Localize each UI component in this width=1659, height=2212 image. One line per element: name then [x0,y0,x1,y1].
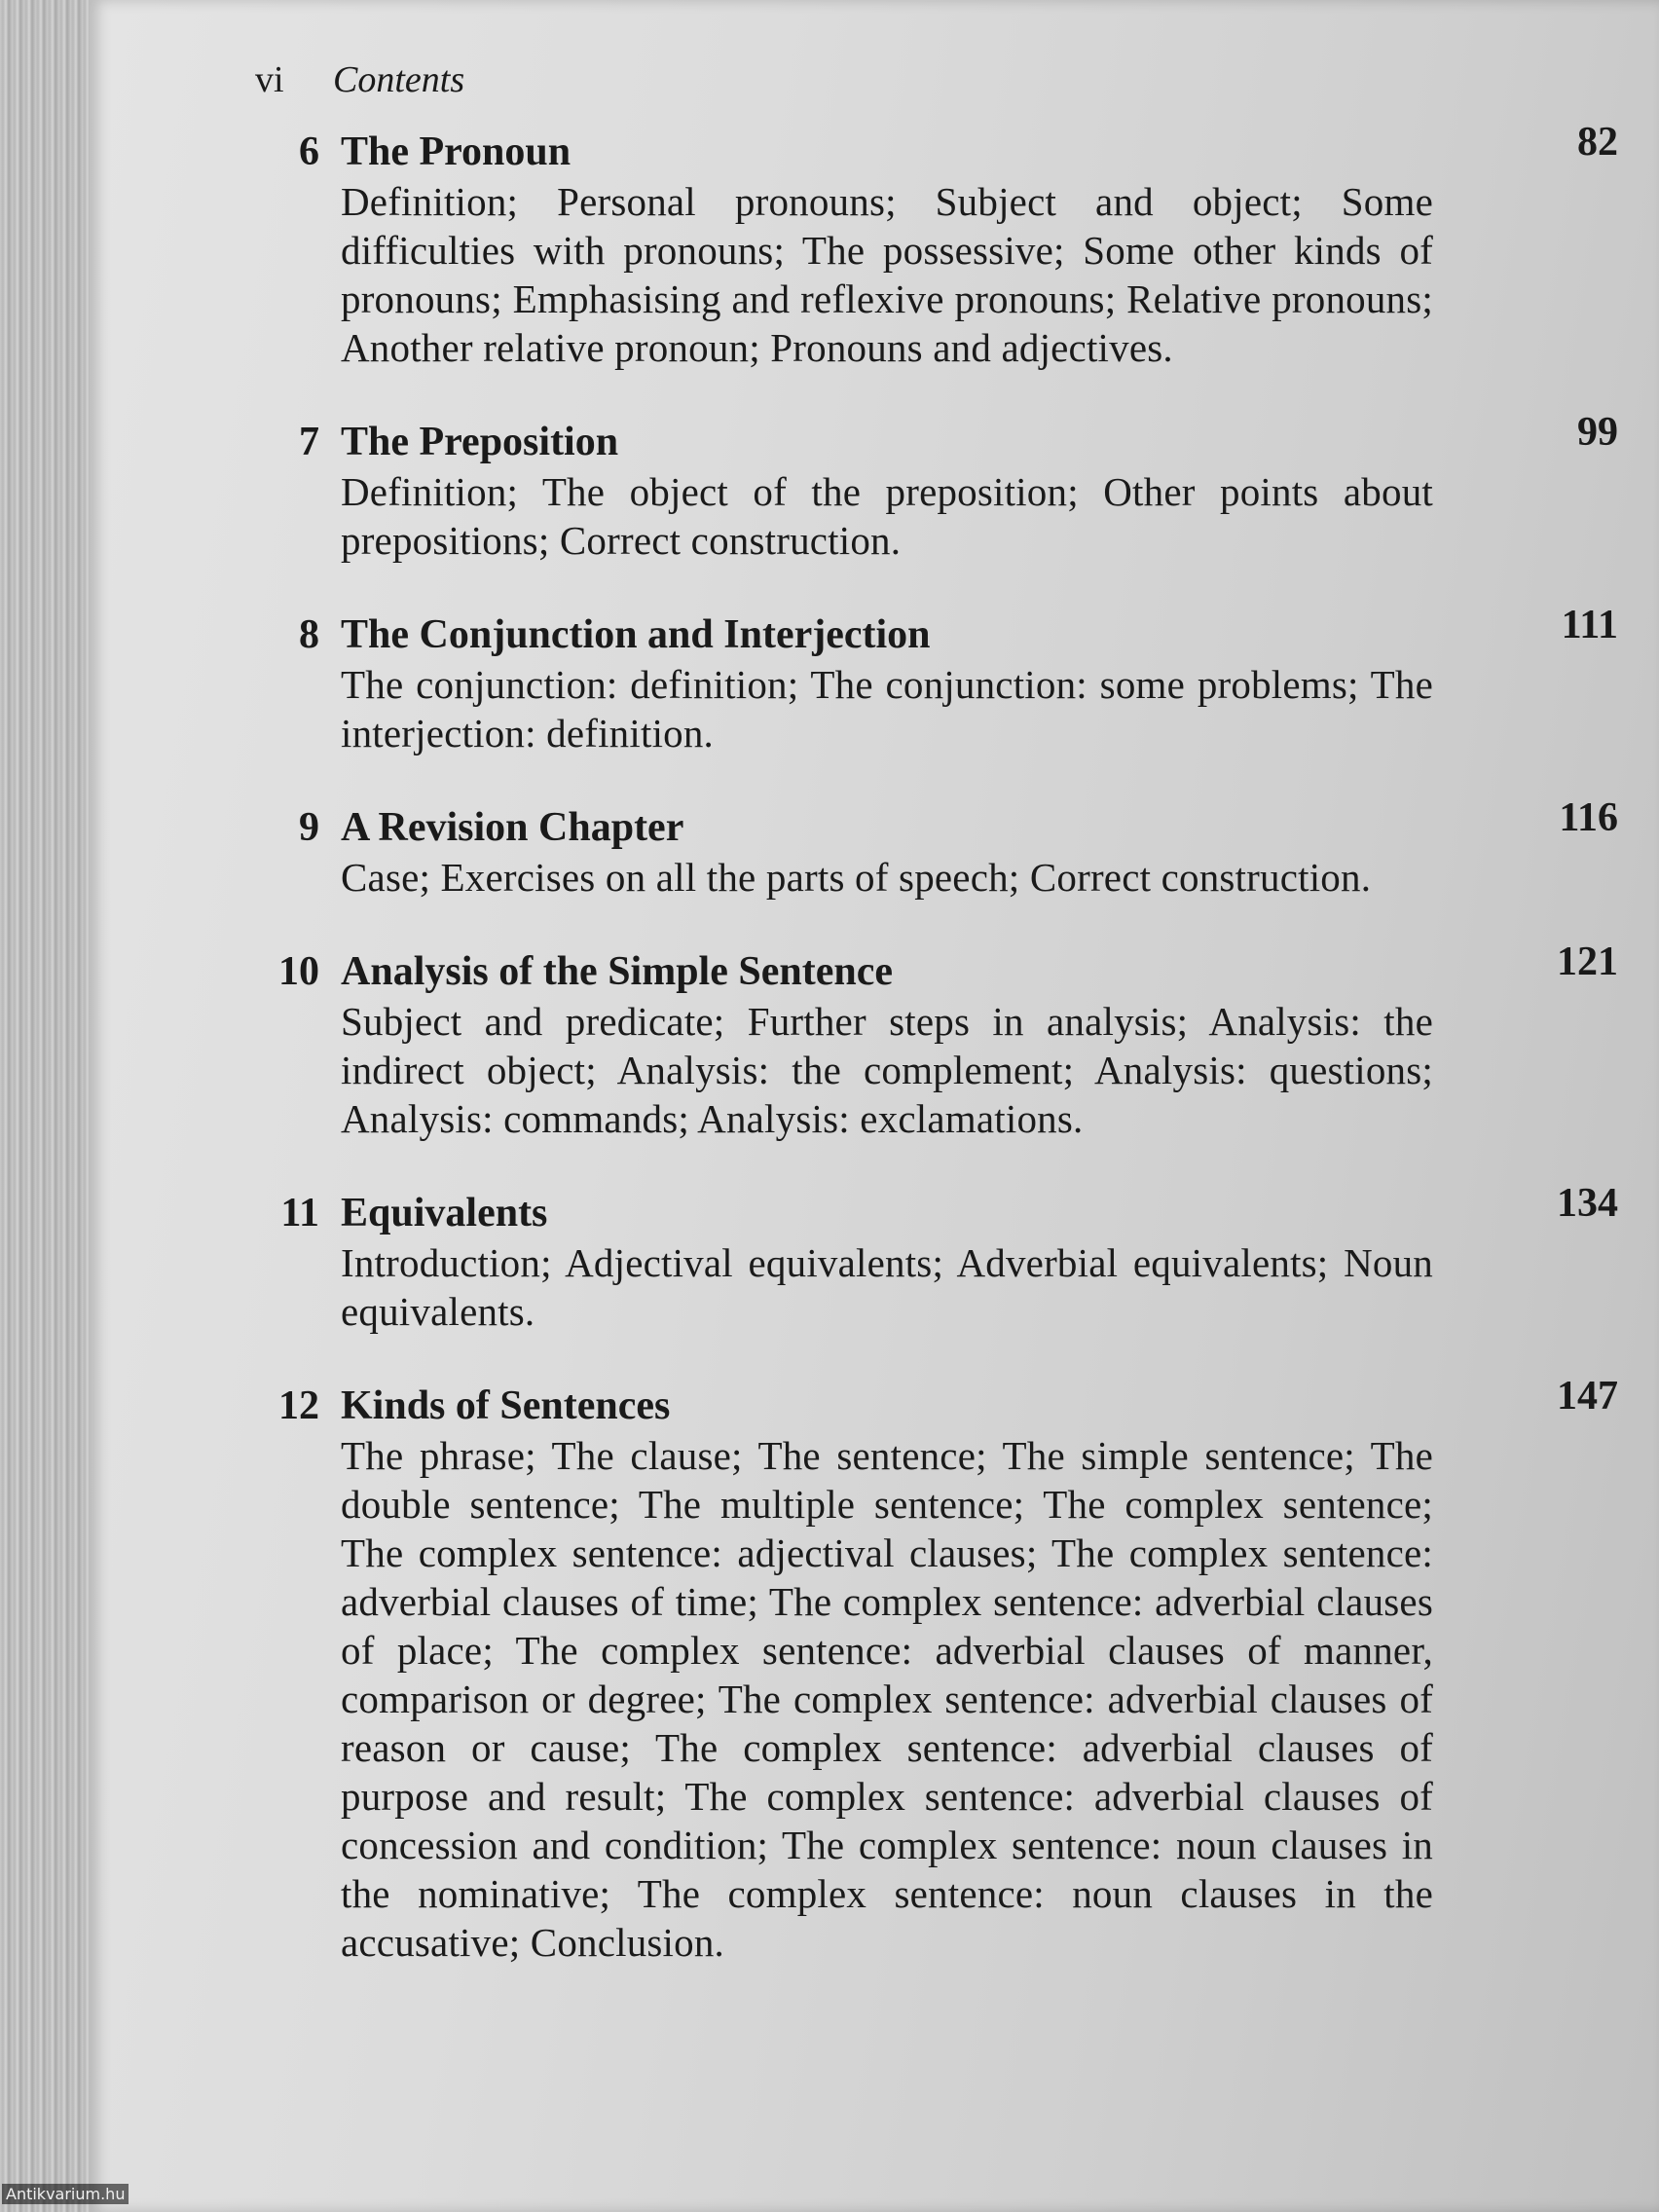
entry-heading [255,804,1618,853]
chapter-title: Equivalents [341,1191,548,1235]
entry-heading [255,419,1618,467]
toc-entry [255,120,1618,372]
chapter-title: Kinds of Sentences [341,1383,671,1428]
chapter-number: 12 [278,1383,319,1428]
chapter-number: 11 [280,1191,319,1235]
entry-heading [255,1190,1618,1238]
chapter-page: 111 [1561,603,1618,647]
chapter-description: Subject and predicate; Further steps in analysis; Analysis: the indirect object; Analysis: the complement; Analysis: questions; Analysis: commands; Analysis: exclamations. [341,999,1433,1141]
chapter-number: 6 [299,129,319,174]
toc-entry [255,603,1618,757]
entry-heading [255,611,1618,660]
chapter-title: The Preposition [341,420,619,464]
chapter-number: 10 [278,949,319,994]
watermark: Antikvarium.hu [2,2184,129,2204]
page-number: vi [255,59,284,100]
running-title: Contents [333,59,465,100]
toc-entry [255,940,1618,1143]
entry-heading [255,1382,1618,1431]
toc-entry [255,1181,1618,1336]
chapter-page: 99 [1577,410,1618,455]
chapter-description: Definition; The object of the preposition; Other points about prepositions; Correct construction. [341,469,1433,563]
toc-entry [255,795,1618,902]
chapter-page: 116 [1559,795,1618,840]
chapter-page: 147 [1557,1374,1618,1419]
page-edges [0,0,90,2212]
chapter-number: 7 [299,420,319,464]
chapter-page: 82 [1577,120,1618,165]
book-page [90,0,1659,2212]
contents-list [255,58,1618,2013]
chapter-number: 9 [299,805,319,850]
toc-entry [255,410,1618,565]
entry-heading [255,948,1618,997]
chapter-description: The conjunction: definition; The conjunction: some problems; The interjection: definition. [341,662,1433,756]
chapter-title: The Pronoun [341,129,571,174]
chapter-number: 8 [299,612,319,657]
chapter-description: The phrase; The clause; The sentence; The simple sentence; The double sentence; The multiple sentence; The complex sentence; The complex sentence: adjectival clauses; The complex sentence: adverbial clauses of time; The complex sentence: adverbial clauses of place; The complex sentence: adverbial clauses of manner, comparison or degree; The complex sentence: adverbial clauses of reason or cause; The complex sentence: adverbial clauses of purpose and result; The complex sentence: adverbial clauses of concession and condition; The complex sentence: noun clauses in the nominative; The complex sentence: noun clauses in the accusative; Conclusion. [341,1433,1433,1965]
chapter-title: The Conjunction and Interjection [341,612,931,657]
chapter-description: Case; Exercises on all the parts of speech; Correct construction. [341,855,1372,900]
chapter-page: 134 [1557,1181,1618,1226]
chapter-title: A Revision Chapter [341,805,684,850]
chapter-page: 121 [1557,940,1618,984]
running-head [255,58,1618,117]
entry-heading [255,129,1618,177]
chapter-description: Introduction; Adjectival equivalents; Adverbial equivalents; Noun equivalents. [341,1240,1433,1334]
toc-entry [255,1374,1618,1967]
chapter-title: Analysis of the Simple Sentence [341,949,893,994]
chapter-description: Definition; Personal pronouns; Subject and object; Some difficulties with pronouns; The possessive; Some other kinds of pronouns; Emphasising and reflexive pronouns; Relative pronouns; Another relative pronoun; Pronouns and adjectives. [341,179,1433,370]
